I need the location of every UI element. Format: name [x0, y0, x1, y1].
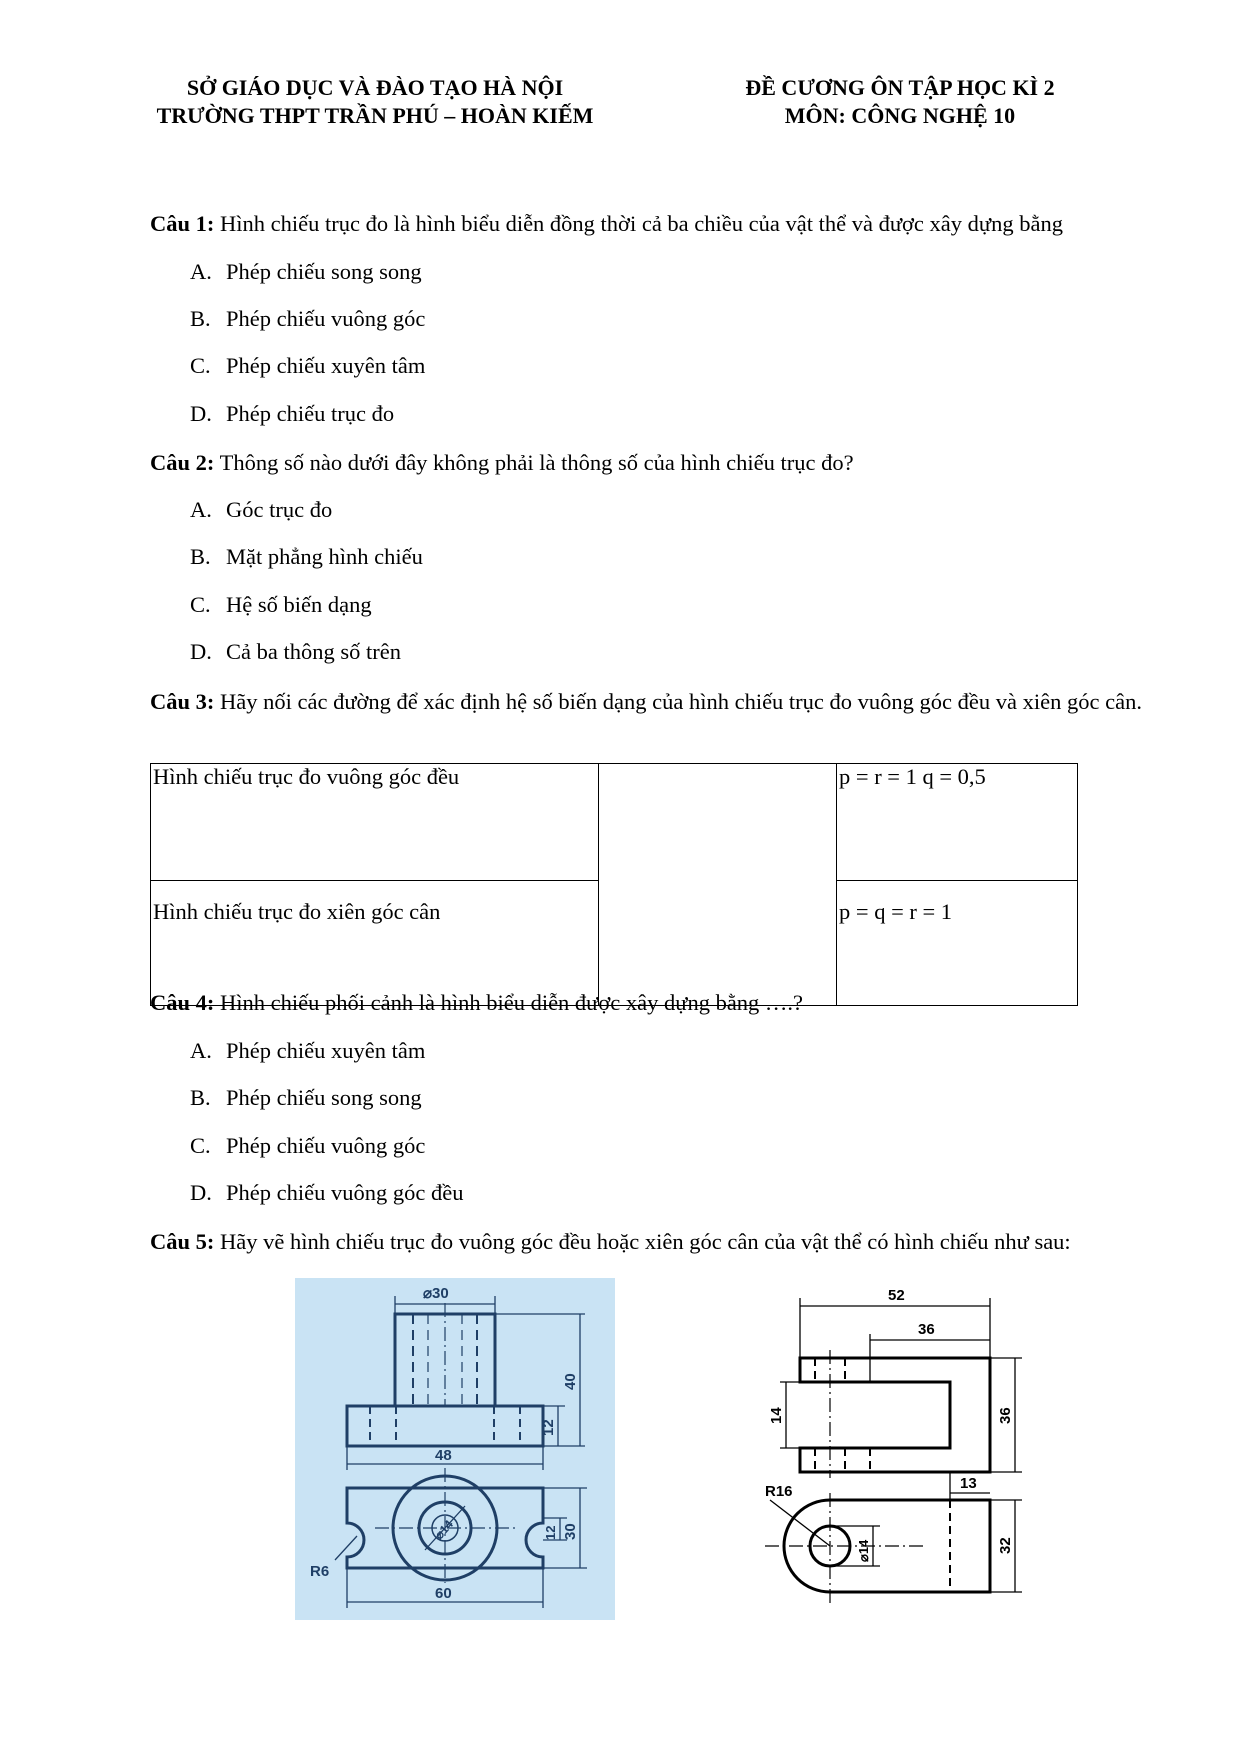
- option-text: Phép chiếu vuông góc: [226, 1133, 426, 1158]
- option-letter: D.: [190, 639, 212, 664]
- option-letter: A.: [190, 1038, 212, 1063]
- option-letter: C.: [190, 1133, 211, 1158]
- question-text: Hãy vẽ hình chiếu trục đo vuông góc đều hoặc xiên góc cân của vật thể có hình chiếu như sau:: [214, 1229, 1071, 1254]
- option-text: Phép chiếu vuông góc: [226, 306, 426, 331]
- option-text: Hệ số biến dạng: [226, 592, 372, 617]
- school-name: TRƯỜNG THPT TRẦN PHÚ – HOÀN KIẾM: [156, 103, 594, 128]
- question-label: Câu 1:: [150, 211, 215, 236]
- dim-label-32: 32: [997, 1537, 1014, 1554]
- dim-label-12: 12: [540, 1419, 557, 1436]
- q4-option-b: [190, 1083, 422, 1113]
- dim-label-30: 30: [562, 1523, 579, 1540]
- front-view-u: [800, 1358, 990, 1472]
- question-text: Thông số nào dưới đây không phải là thông số của hình chiếu trục đo?: [214, 450, 854, 475]
- subject-name: MÔN: CÔNG NGHỆ 10: [784, 103, 1016, 128]
- question-label: Câu 4:: [150, 990, 215, 1015]
- option-letter: C.: [190, 592, 211, 617]
- q4-option-a: [190, 1036, 425, 1066]
- department-name: SỞ GIÁO DỤC VÀ ĐÀO TẠO HÀ NỘI: [186, 75, 564, 100]
- question-label: Câu 5:: [150, 1229, 215, 1254]
- dim-label-d14: ⌀14: [431, 1517, 456, 1543]
- option-letter: A.: [190, 497, 212, 522]
- option-letter: A.: [190, 259, 212, 284]
- option-text: Phép chiếu song song: [226, 259, 422, 284]
- question-label: Câu 2:: [150, 450, 215, 475]
- table-cell-right: p = q = r = 1: [837, 881, 1078, 1006]
- dim-label-48: 48: [435, 1447, 452, 1464]
- option-text: Phép chiếu song song: [226, 1085, 422, 1110]
- table-cell-left: Hình chiếu trục đo vuông góc đều: [151, 764, 599, 881]
- dim-label-d30: ⌀30: [423, 1285, 449, 1302]
- q4-option-c: [190, 1131, 425, 1161]
- table-cell-left: Hình chiếu trục đo xiên góc cân: [151, 881, 599, 1006]
- question-5: [150, 1225, 1170, 1258]
- q1-option-b: [190, 304, 425, 334]
- dim-label-r16: R16: [765, 1483, 793, 1500]
- q2-option-a: [190, 495, 332, 525]
- q2-option-c: [190, 590, 372, 620]
- radius-leader: [770, 1500, 830, 1546]
- option-letter: C.: [190, 353, 211, 378]
- table-row: [151, 764, 1078, 881]
- dim-label-14: 14: [768, 1407, 785, 1424]
- question-4: [150, 986, 1170, 1019]
- question-2: [150, 446, 1170, 479]
- document-title: ĐỀ CƯƠNG ÔN TẬP HỌC KÌ 2: [745, 75, 1055, 100]
- q1-option-d: [190, 399, 394, 429]
- question-text: Hãy nối các đường để xác định hệ số biến dạng của hình chiếu trục đo vuông góc đều và xiên góc cân.: [214, 689, 1142, 714]
- option-text: Phép chiếu trục đo: [226, 401, 395, 426]
- option-letter: B.: [190, 1085, 211, 1110]
- option-letter: D.: [190, 401, 212, 426]
- dim-label-12-top: 12: [543, 1525, 558, 1540]
- question-text: Hình chiếu trục đo là hình biểu diễn đồng thời cả ba chiều của vật thể và được xây dựng bằng: [214, 211, 1063, 236]
- option-letter: D.: [190, 1180, 212, 1205]
- option-text: Phép chiếu xuyên tâm: [226, 1038, 426, 1063]
- q2-option-b: [190, 542, 423, 572]
- dim-label-36: 36: [918, 1321, 935, 1338]
- header-right: [700, 74, 1100, 130]
- q2-option-d: [190, 637, 401, 667]
- table-cell-right: p = r = 1 q = 0,5: [837, 764, 1078, 881]
- q1-option-c: [190, 351, 425, 381]
- header-left: [140, 74, 610, 130]
- question-3: [150, 685, 1170, 718]
- option-text: Phép chiếu vuông góc đều: [226, 1180, 464, 1205]
- dim-label-52: 52: [888, 1287, 905, 1304]
- option-text: Mặt phẳng hình chiếu: [226, 544, 423, 569]
- dim-label-60: 60: [435, 1585, 452, 1602]
- question-label: Câu 3:: [150, 689, 215, 714]
- dim-label-d14: ⌀14: [856, 1539, 871, 1562]
- dim-label-r6: R6: [310, 1563, 330, 1580]
- option-letter: B.: [190, 306, 211, 331]
- question-text: Hình chiếu phối cảnh là hình biểu diễn được xây dựng bằng ….?: [214, 990, 804, 1015]
- dim-label-13: 13: [960, 1475, 977, 1492]
- figure-2-technical-drawing: [760, 1278, 1050, 1620]
- figure-1-technical-drawing: [295, 1278, 615, 1620]
- option-letter: B.: [190, 544, 211, 569]
- matching-table: [150, 763, 1078, 1006]
- option-text: Cả ba thông số trên: [226, 639, 401, 664]
- dim-label-40: 40: [562, 1373, 579, 1390]
- option-text: Phép chiếu xuyên tâm: [226, 353, 426, 378]
- table-cell-middle: [599, 764, 837, 1006]
- q4-option-d: [190, 1178, 463, 1208]
- option-text: Góc trục đo: [226, 497, 333, 522]
- q1-option-a: [190, 257, 422, 287]
- dim-label-36-vertical: 36: [997, 1407, 1014, 1424]
- question-1: [150, 207, 1170, 240]
